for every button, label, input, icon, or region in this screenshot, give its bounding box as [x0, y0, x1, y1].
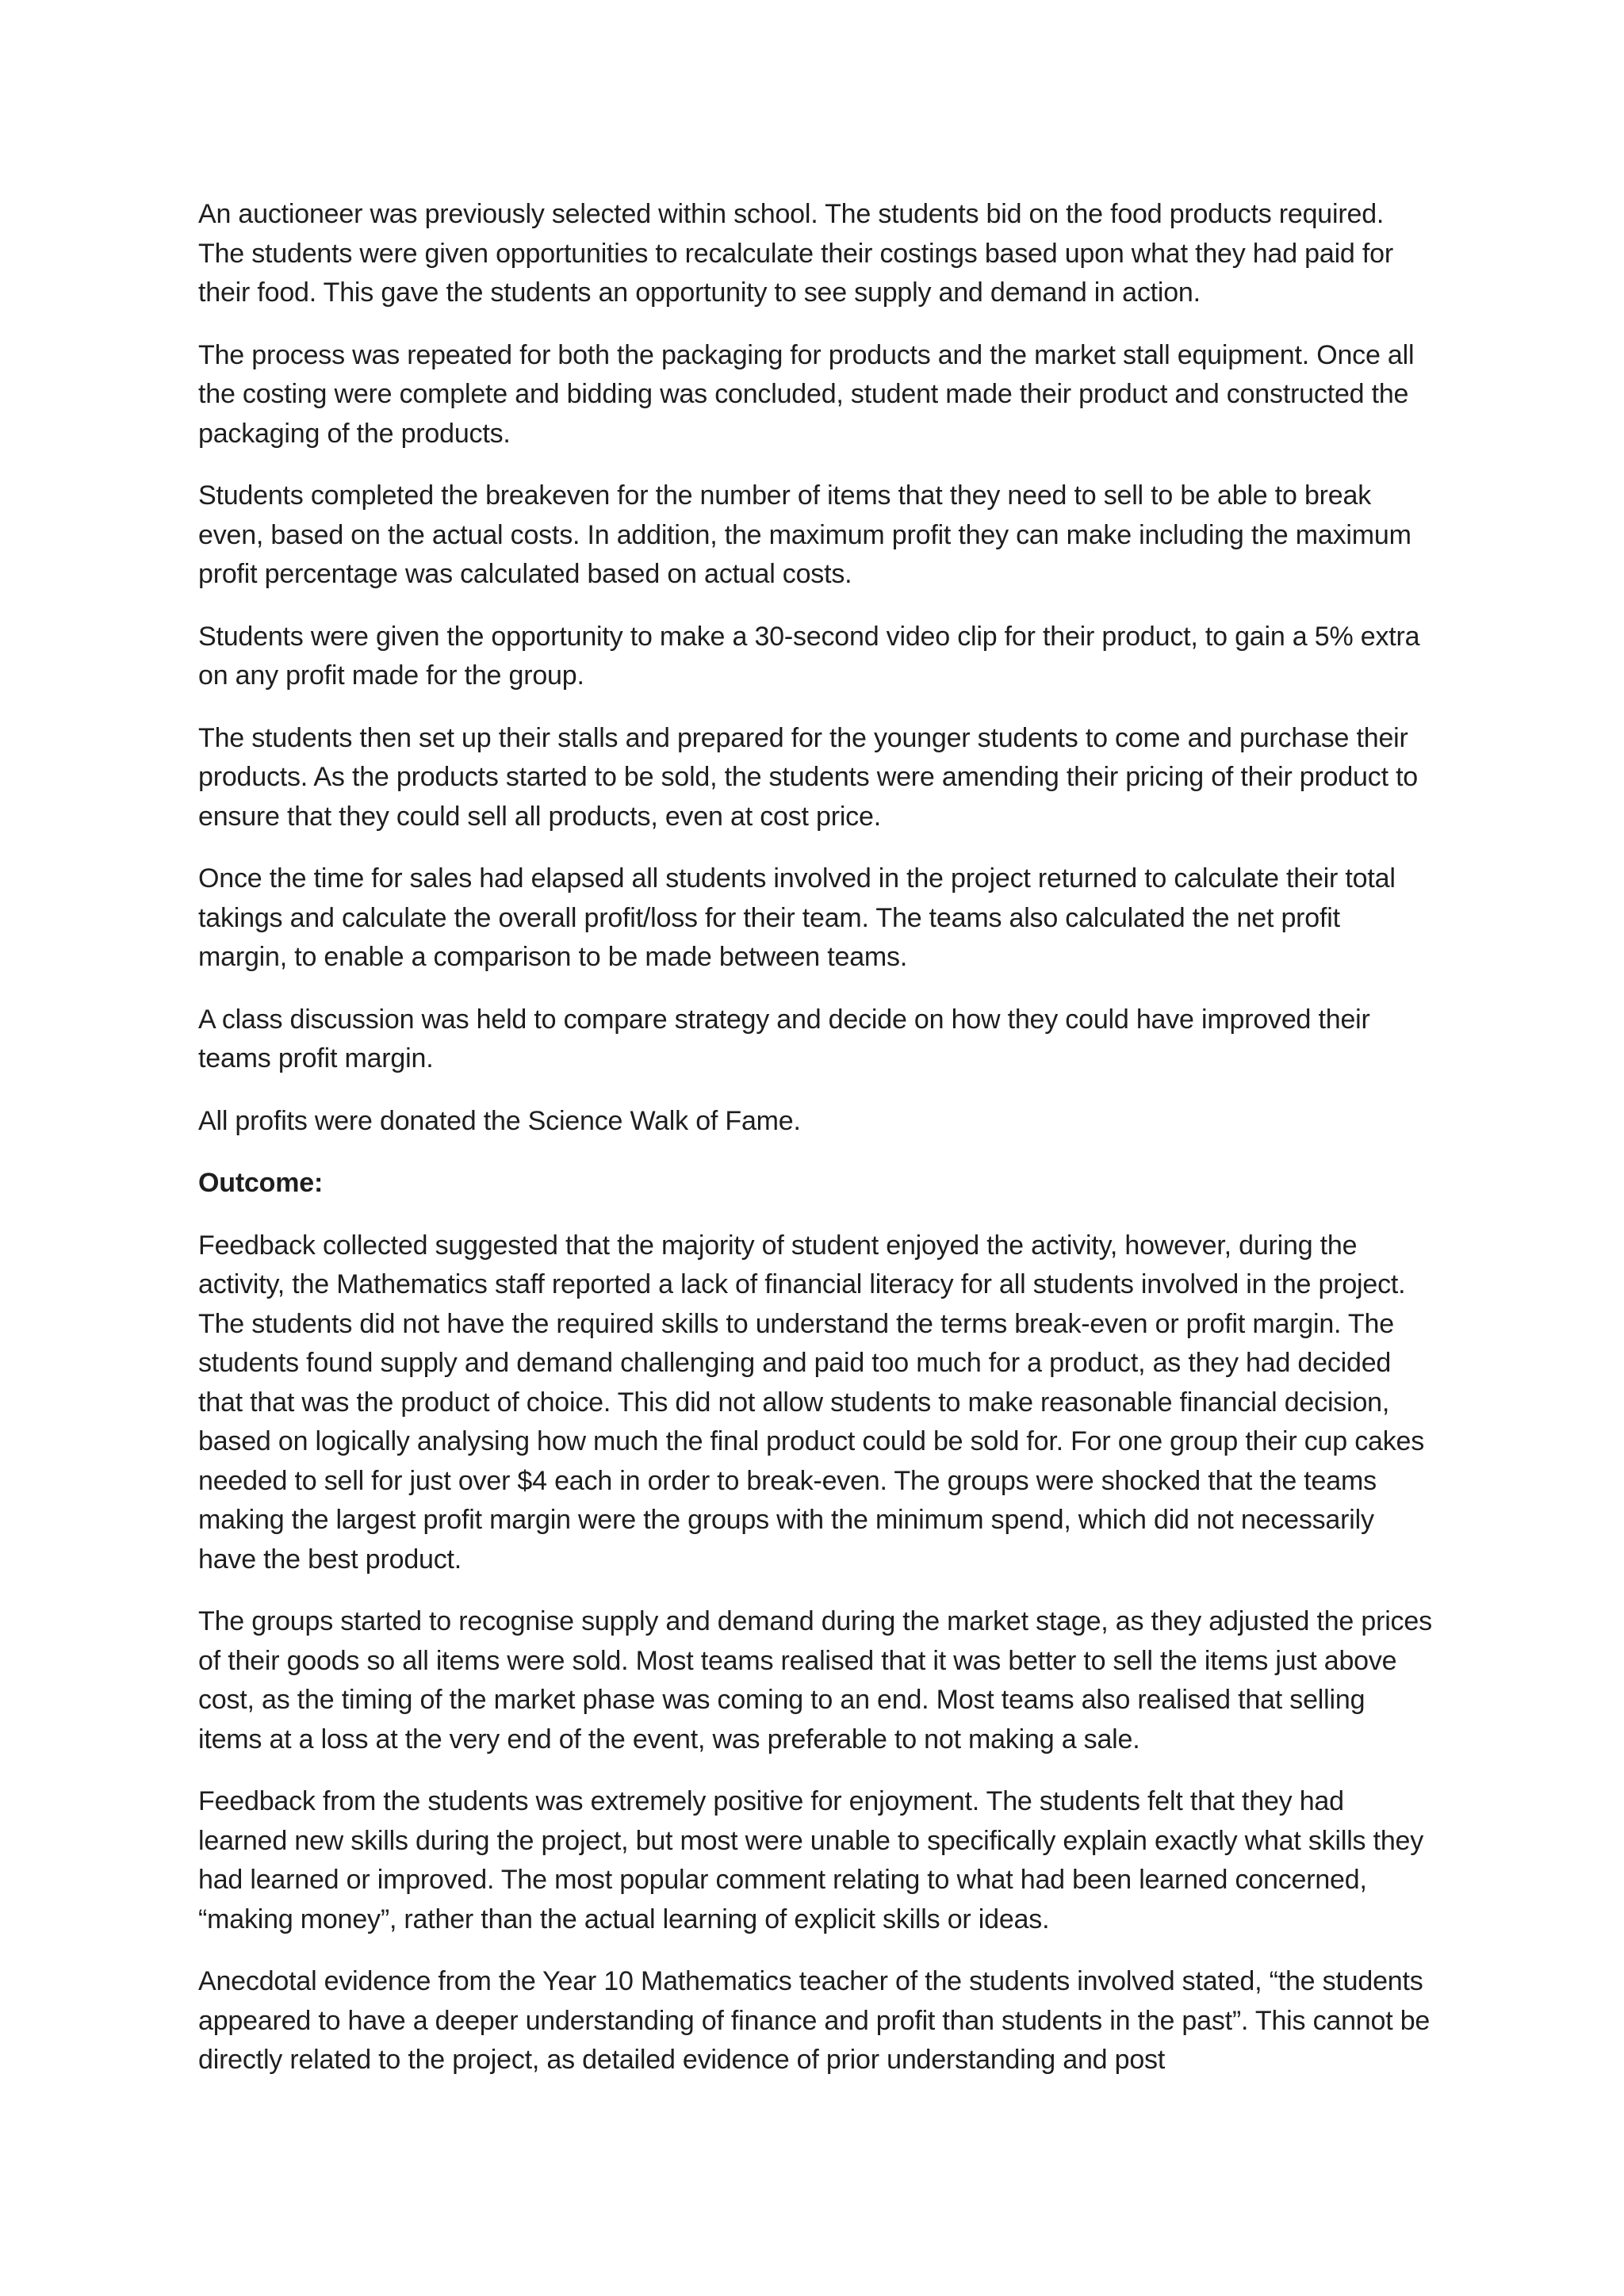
outcome-heading: Outcome: — [198, 1168, 324, 1198]
paragraph-auctioneer: An auctioneer was previously selected within school. The students bid on the food products required. The students were given opportunities to recalculate their costings based upon what they had paid for their food. This gave the students an opportunity to see supply and demand in action. — [198, 199, 1393, 308]
paragraph-supply-demand: The groups started to recognise supply and demand during the market stage, as they adjusted the prices of their goods so all items were sold. Most teams realised that it was better to sell the items just above cost, as the timing of the market phase was coming to an end. Most teams also realised that selling items at a loss at the very end of the event, was preferable to not making a sale. — [198, 1606, 1432, 1755]
paragraph-anecdotal-evidence: Anecdotal evidence from the Year 10 Mathematics teacher of the students involved stated, “the students appeared to have a deeper understanding of finance and profit than students in the past”. This cannot be directly related to the project, as detailed evidence of prior understanding and post — [198, 1966, 1431, 2075]
paragraph-stalls: The students then set up their stalls and prepared for the younger students to come and purchase their products. As the products started to be sold, the students were amending their pricing of their product to ensure that they could sell all products, even at cost price. — [198, 722, 1419, 832]
document-body — [198, 195, 1435, 2080]
paragraph-video-clip: Students were given the opportunity to make a 30-second video clip for their product, to gain a 5% extra on any profit made for the group. — [198, 621, 1420, 691]
paragraph-sales-elapsed: Once the time for sales had elapsed all students involved in the project returned to calculate their total takings and calculate the overall profit/loss for their team. The teams also calculated the net profit margin, to enable a comparison to be made between teams. — [198, 863, 1396, 972]
paragraph-packaging-process: The process was repeated for both the packaging for products and the market stall equipment. Once all the costing were complete and bidding was concluded, student made their product and constructed the packaging of the products. — [198, 339, 1415, 449]
paragraph-class-discussion: A class discussion was held to compare strategy and decide on how they could have improved their teams profit margin. — [198, 1004, 1370, 1073]
paragraph-student-feedback: Feedback from the students was extremely positive for enjoyment. The students felt that they had learned new skills during the project, but most were unable to specifically explain exactly what skills they had learned or improved. The most popular comment relating to what had been learned concerned, “making money”, rather than the actual learning of explicit skills or ideas. — [198, 1786, 1424, 1934]
paragraph-breakeven: Students completed the breakeven for the number of items that they need to sell to be able to break even, based on the actual costs. In addition, the maximum profit they can make including the maximum profit percentage was calculated based on actual costs. — [198, 480, 1411, 589]
paragraph-feedback-collected: Feedback collected suggested that the majority of student enjoyed the activity, however, during the activity, the Mathematics staff reported a lack of financial literacy for all students involved in the project. The students did not have the required skills to understand the terms break-even or profit margin. The students found supply and demand challenging and paid too much for a product, as they had decided that that was the product of choice. This did not allow students to make reasonable financial decision, based on logically analysing how much the final product could be sold for. For one group their cup cakes needed to sell for just over $4 each in order to break-even. The groups were shocked that the teams making the largest profit margin were the groups with the minimum spend, which did not necessarily have the best product. — [198, 1230, 1425, 1575]
paragraph-profits-donated: All profits were donated the Science Walk of Fame. — [198, 1105, 801, 1136]
